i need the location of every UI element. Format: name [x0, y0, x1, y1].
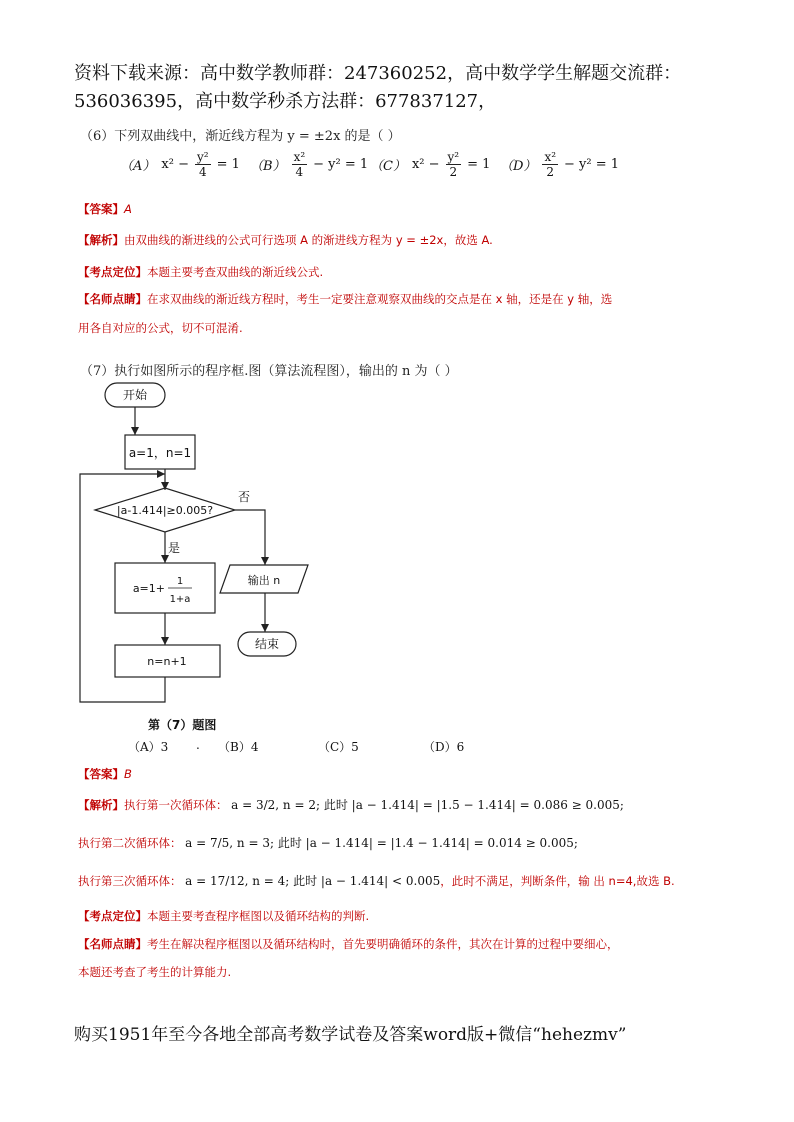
header-line-2: 536036395，高中数学秒杀方法群：677837127， [74, 91, 497, 112]
option-a [120, 150, 240, 179]
option-d [500, 150, 619, 179]
option-a: （A）3 [128, 740, 169, 754]
option-lead: x² − [161, 157, 189, 172]
question-6-options [120, 150, 640, 190]
q6-point: 【考点定位】本题主要考查双曲线的渐近线公式. [78, 265, 324, 279]
flow-incr-label: n=n+1 [147, 655, 187, 668]
q6-answer: 【答案】A [78, 202, 132, 216]
q7-comment-2: 本题还考查了考生的计算能力. [78, 965, 232, 979]
flow-start-label: 开始 [122, 388, 148, 402]
q7-step-3: 执行第三次循环体： a = 17/12, n = 4; 此时 |a − 1.414| < 0.005，此时不满足，判断条件，输 出 n=4,故选 B. [78, 874, 675, 888]
option-fraction: $\frac{\text{x²}}{2}$ [544, 150, 557, 179]
flow-assign-node [115, 563, 215, 613]
option-label: （C） [370, 159, 406, 174]
option-fraction: $\frac{\text{x²}}{4}$ [293, 150, 306, 179]
q7-step-1: 【解析】执行第一次循环体： a = 3/2, n = 2; 此时 |a − 1.414| = |1.5 − 1.414| = 0.086 ≥ 0.005; [78, 798, 624, 812]
option-label: （A） [120, 159, 156, 174]
purchase-footer: 购买1951年至今各地全部高考数学试卷及答案word版+微信“hehezmv” [74, 1025, 627, 1045]
option-c [370, 150, 490, 179]
option-tail: − y² = 1 [313, 157, 369, 172]
option-c: （C）5 [318, 740, 359, 754]
q7-step-2: 执行第二次循环体： a = 7/5, n = 3; 此时 |a − 1.414| = |1.4 − 1.414| = 0.014 ≥ 0.005; [78, 836, 578, 850]
question-7-stem: （7）执行如图所示的程序框.图（算法流程图），输出的 n 为（ ） [80, 364, 458, 379]
header-line-1: 资料下载来源：高中数学教师群：247360252，高中数学学生解题交流群： [74, 63, 682, 84]
option-tail: = 1 [467, 157, 491, 172]
option-fraction: $\frac{\text{y²}}{4}$ [196, 150, 209, 179]
option-b: （B）4 [218, 740, 259, 754]
option-label: （D） [500, 159, 537, 174]
option-fraction: $\frac{\text{y²}}{2}$ [447, 150, 460, 179]
q7-answer: 【答案】B [78, 767, 132, 781]
q6-comment-2: 用各自对应的公式，切不可混淆. [78, 321, 243, 335]
option-dot: . [196, 738, 200, 752]
flowchart-caption: 第（7）题图 [148, 718, 217, 732]
flowchart [70, 380, 330, 712]
q6-analysis: 【解析】由双曲线的渐进线的公式可行选项 A 的渐进线方程为 y = ±2x，故选 A. [78, 233, 493, 247]
flow-assign-label: a=1+ [132, 582, 165, 595]
q7-point: 【考点定位】本题主要考查程序框图以及循环结构的判断. [78, 909, 370, 923]
flow-decision-label: |a-1.414|≥0.005? [116, 504, 214, 517]
flow-no-label: 否 [238, 490, 251, 504]
question-7-options [128, 738, 508, 756]
question-6-stem: （6）下列双曲线中，渐近线方程为 y = ±2x 的是（ ） [80, 129, 401, 144]
q7-comment-1: 【名师点睛】考生在解决程序框图以及循环结构时，首先要明确循环的条件，其次在计算的过程中要细心， [78, 937, 619, 951]
option-b [250, 150, 368, 179]
flow-end-label: 结束 [254, 637, 280, 651]
flow-yes-label: 是 [168, 541, 181, 555]
option-lead: x² − [411, 157, 440, 172]
option-tail: − y² = 1 [564, 157, 620, 172]
flow-init-label: a=1，n=1 [128, 446, 192, 460]
option-d: （D）6 [423, 740, 465, 754]
option-tail: = 1 [216, 157, 240, 172]
q6-comment-1: 【名师点睛】在求双曲线的渐近线方程时，考生一定要注意观察双曲线的交点是在 x 轴，还是在 y 轴，选 [78, 292, 613, 306]
flow-output-label: 输出 n [247, 574, 281, 587]
flow-assign-num: 1 [176, 576, 184, 587]
flow-assign-den: 1+a [169, 594, 191, 605]
option-label: （B） [250, 159, 286, 174]
source-header [74, 60, 754, 116]
